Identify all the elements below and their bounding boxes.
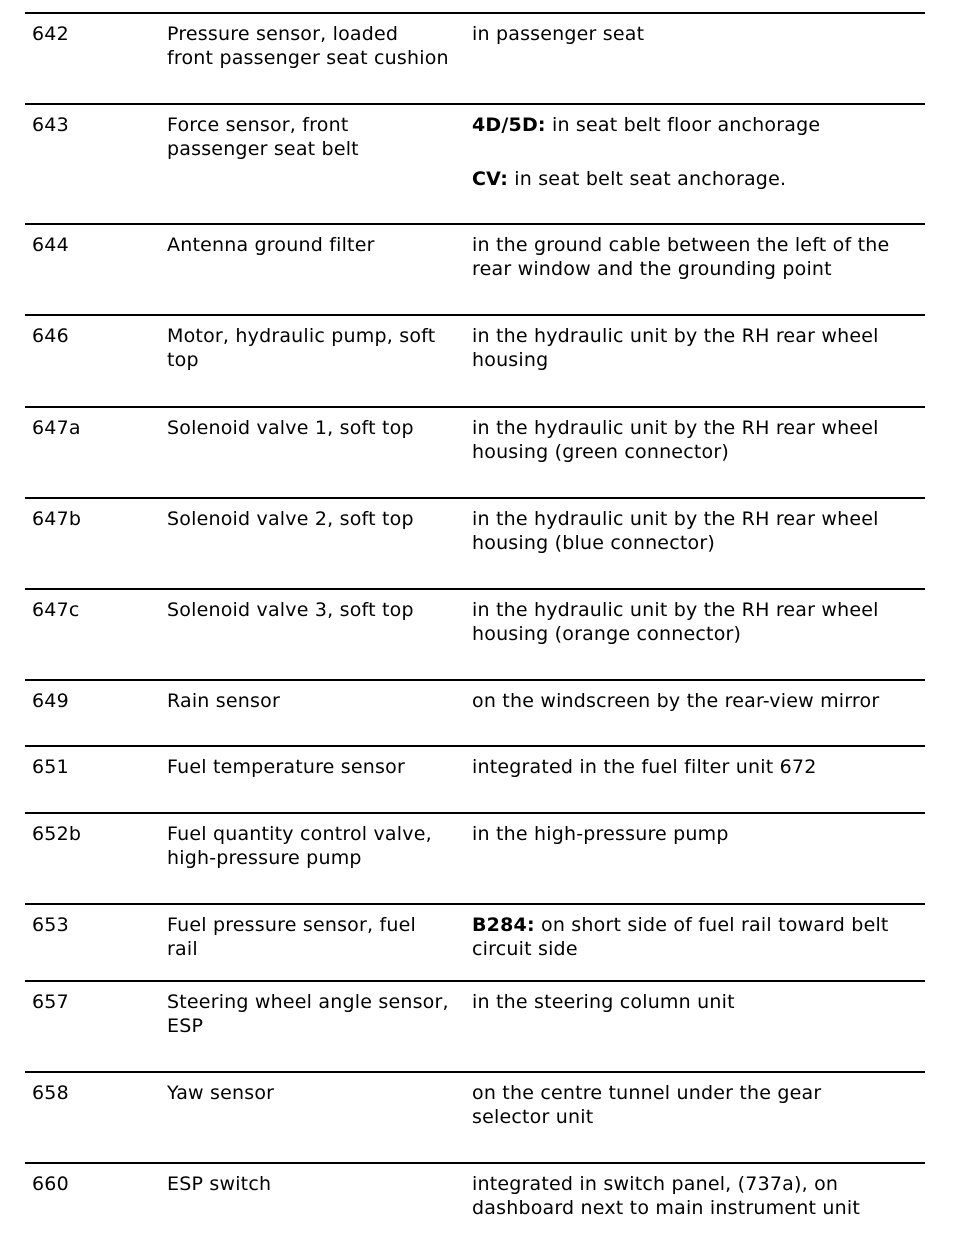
component-location bbox=[472, 598, 922, 646]
component-location bbox=[472, 233, 922, 281]
component-number: 642 bbox=[32, 23, 69, 45]
location-variant-prefix: CV: bbox=[472, 168, 508, 190]
table-row bbox=[25, 745, 925, 812]
table-row bbox=[25, 103, 925, 223]
component-location bbox=[472, 990, 922, 1014]
component-number: 646 bbox=[32, 325, 69, 347]
location-text: on the windscreen by the rear-view mirror bbox=[472, 690, 880, 712]
component-location bbox=[472, 324, 922, 372]
component-location bbox=[472, 416, 922, 464]
location-line bbox=[472, 416, 922, 464]
component-number: 660 bbox=[32, 1173, 69, 1195]
component-name: ESP switch bbox=[167, 1173, 272, 1195]
component-number: 652b bbox=[32, 823, 82, 845]
location-line bbox=[472, 822, 922, 846]
location-text: in seat belt seat anchorage. bbox=[508, 168, 787, 190]
component-number: 644 bbox=[32, 234, 69, 256]
table-row bbox=[25, 314, 925, 406]
location-text: integrated in the fuel filter unit 672 bbox=[472, 756, 817, 778]
table-row bbox=[25, 1162, 925, 1232]
location-line bbox=[472, 598, 922, 646]
component-name: Rain sensor bbox=[167, 690, 280, 712]
component-location bbox=[472, 22, 922, 46]
table-row bbox=[25, 223, 925, 314]
component-location bbox=[472, 822, 922, 846]
component-number: 657 bbox=[32, 991, 69, 1013]
location-line bbox=[472, 1081, 922, 1129]
component-location bbox=[472, 689, 922, 713]
component-name: Motor, hydraulic pump, soft top bbox=[167, 325, 436, 371]
component-name: Fuel quantity control valve, high-pressure pump bbox=[167, 823, 432, 869]
component-number: 647a bbox=[32, 417, 81, 439]
component-name: Steering wheel angle sensor, ESP bbox=[167, 991, 449, 1037]
location-text: in the hydraulic unit by the RH rear wheel housing (blue connector) bbox=[472, 508, 879, 554]
component-name: Antenna ground filter bbox=[167, 234, 375, 256]
location-text: in passenger seat bbox=[472, 23, 645, 45]
component-number: 658 bbox=[32, 1082, 69, 1104]
component-number: 649 bbox=[32, 690, 69, 712]
location-line bbox=[472, 1172, 922, 1220]
component-location bbox=[472, 913, 922, 961]
location-text: on the centre tunnel under the gear selector unit bbox=[472, 1082, 822, 1128]
component-name: Pressure sensor, loaded front passenger seat cushion bbox=[167, 23, 449, 69]
component-number: 643 bbox=[32, 114, 69, 136]
table-row bbox=[25, 903, 925, 980]
component-location bbox=[472, 507, 922, 555]
component-number: 647b bbox=[32, 508, 82, 530]
component-name: Solenoid valve 2, soft top bbox=[167, 508, 414, 530]
location-text: in the hydraulic unit by the RH rear wheel housing (orange connector) bbox=[472, 599, 879, 645]
location-line bbox=[472, 755, 922, 779]
location-text: in seat belt floor anchorage bbox=[545, 114, 821, 136]
location-text: in the ground cable between the left of the rear window and the grounding point bbox=[472, 234, 890, 280]
table-row bbox=[25, 812, 925, 903]
component-name: Fuel temperature sensor bbox=[167, 756, 405, 778]
component-name: Force sensor, front passenger seat belt bbox=[167, 114, 359, 160]
component-name: Solenoid valve 1, soft top bbox=[167, 417, 414, 439]
location-text: in the hydraulic unit by the RH rear wheel housing (green connector) bbox=[472, 417, 879, 463]
location-line bbox=[472, 689, 922, 713]
component-number: 651 bbox=[32, 756, 69, 778]
component-location bbox=[472, 1172, 922, 1220]
location-text: integrated in switch panel, (737a), on dashboard next to main instrument unit bbox=[472, 1173, 860, 1219]
table-row bbox=[25, 980, 925, 1071]
component-location bbox=[472, 1081, 922, 1129]
location-text: on short side of fuel rail toward belt circuit side bbox=[472, 914, 889, 960]
component-location bbox=[472, 755, 922, 779]
location-text: in the hydraulic unit by the RH rear wheel housing bbox=[472, 325, 879, 371]
component-number: 647c bbox=[32, 599, 80, 621]
component-location bbox=[472, 113, 922, 191]
table-row bbox=[25, 1071, 925, 1162]
location-line bbox=[472, 167, 922, 191]
location-text: in the steering column unit bbox=[472, 991, 735, 1013]
location-line bbox=[472, 233, 922, 281]
component-name: Fuel pressure sensor, fuel rail bbox=[167, 914, 416, 960]
component-number: 653 bbox=[32, 914, 69, 936]
location-line bbox=[472, 913, 922, 961]
location-variant-prefix: 4D/5D: bbox=[472, 114, 546, 136]
location-line bbox=[472, 113, 922, 137]
component-location-table bbox=[25, 12, 925, 1232]
location-line bbox=[472, 990, 922, 1014]
table-row bbox=[25, 497, 925, 588]
table-row bbox=[25, 679, 925, 745]
location-line bbox=[472, 22, 922, 46]
table-row bbox=[25, 12, 925, 103]
component-name: Solenoid valve 3, soft top bbox=[167, 599, 414, 621]
location-line bbox=[472, 324, 922, 372]
table-row bbox=[25, 588, 925, 679]
table-row bbox=[25, 406, 925, 497]
location-line bbox=[472, 507, 922, 555]
location-variant-prefix: B284: bbox=[472, 914, 535, 936]
component-name: Yaw sensor bbox=[167, 1082, 275, 1104]
location-text: in the high-pressure pump bbox=[472, 823, 729, 845]
